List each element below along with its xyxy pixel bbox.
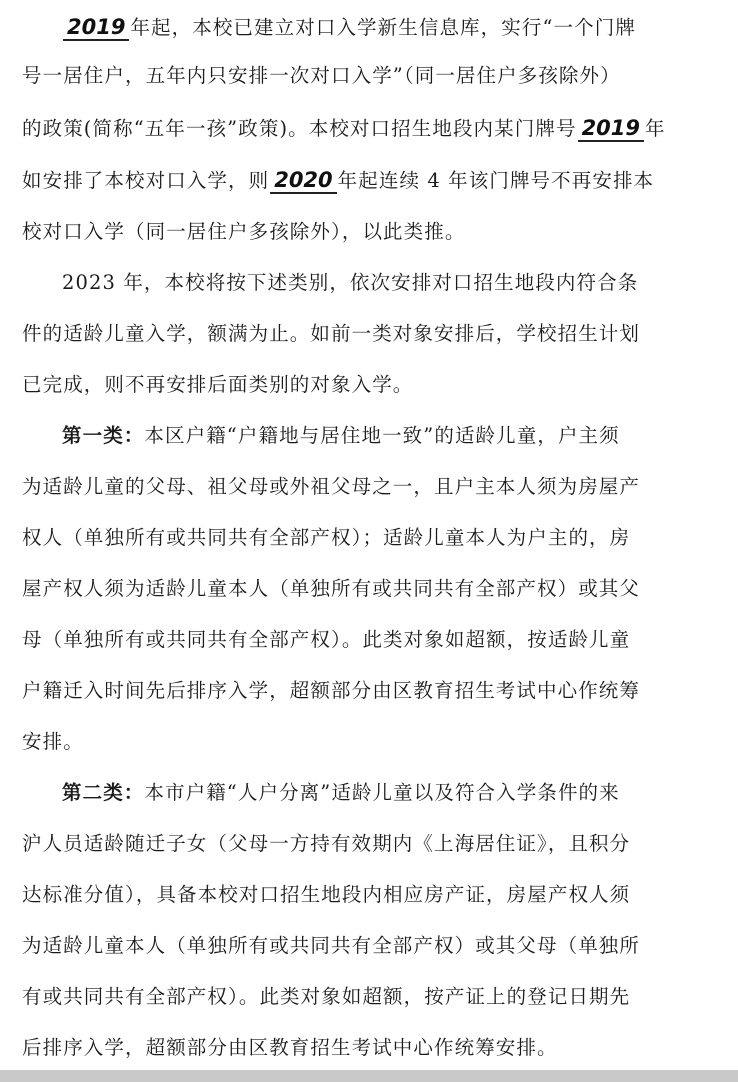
- text-run: 的政策(简称“五年一孩”政策)。本校对口招生地段内某门牌号: [22, 117, 577, 140]
- category-1-heading: 第一类：: [62, 424, 145, 447]
- category-1-line-5: 母（单独所有或共同共有全部产权）。此类对象如超额，按适龄儿童: [22, 628, 631, 651]
- paragraph-1-line-1: [62, 10, 636, 46]
- text-run: 年起，本校已建立对口入学新生信息库，实行“一个门牌: [130, 16, 636, 39]
- text-run: 本区户籍“户籍地与居住地一致”的适龄儿童，户主须: [144, 424, 620, 447]
- paragraph-2-line-2: 件的适龄儿童入学，额满为止。如前一类对象安排后，学校招生计划: [22, 322, 641, 345]
- category-1-line-3: 权人（单独所有或共同共有全部产权）；适龄儿童本人为户主的，房: [22, 526, 631, 549]
- handwritten-year: 2019: [63, 15, 129, 41]
- category-2-line-5: 有或共同共有全部产权）。此类对象如超额，按产证上的登记日期先: [22, 985, 631, 1008]
- category-1-line-1: [62, 418, 620, 454]
- paragraph-2-line-3: 已完成，则不再安排后面类别的对象入学。: [22, 373, 414, 396]
- paragraph-2-line-1: 2023 年，本校将按下述类别，依次安排对口招生地段内符合条: [62, 271, 639, 294]
- category-2-heading: 第二类：: [62, 781, 145, 804]
- paragraph-1-line-3: [22, 111, 666, 147]
- paragraph-1-line-4: [22, 163, 654, 199]
- handwritten-year: 2019: [578, 116, 644, 142]
- category-2-line-2: 沪人员适龄随迁子女（父母一方持有效期内《上海居住证》，且积分: [22, 832, 631, 855]
- bottom-edge-bar: [0, 1070, 738, 1082]
- category-2-line-6: 后排序入学，超额部分由区教育招生考试中心作统筹安排。: [22, 1036, 558, 1059]
- category-1-line-2: 为适龄儿童的父母、祖父母或外祖父母之一，且户主本人须为房屋产: [22, 475, 641, 498]
- category-2-line-3: 达标准分值），具备本校对口招生地段内相应房产证，房屋产权人须: [22, 883, 631, 906]
- category-2-line-4: 为适龄儿童本人（单独所有或共同共有全部产权）或其父母（单独所: [22, 934, 641, 957]
- handwritten-year: 2020: [270, 168, 336, 194]
- category-1-line-7: 安排。: [22, 730, 84, 753]
- text-run: 年: [645, 117, 666, 140]
- paragraph-1-line-2: 号一居住户，五年内只安排一次对口入学”（同一居住户多孩除外）: [22, 64, 621, 87]
- paragraph-1-line-5: 校对口入学（同一居住户多孩除外），以此类推。: [22, 220, 466, 243]
- category-1-line-6: 户籍迁入时间先后排序入学，超额部分由区教育招生考试中心作统筹: [22, 679, 641, 702]
- category-2-line-1: [62, 775, 620, 811]
- category-1-line-4: 屋产权人须为适龄儿童本人（单独所有或共同共有全部产权）或其父: [22, 577, 641, 600]
- text-run: 如安排了本校对口入学，则: [22, 169, 270, 192]
- text-run: 本市户籍“人户分离”适龄儿童以及符合入学条件的来: [144, 781, 620, 804]
- text-run: 年起连续 4 年该门牌号不再安排本: [337, 169, 655, 192]
